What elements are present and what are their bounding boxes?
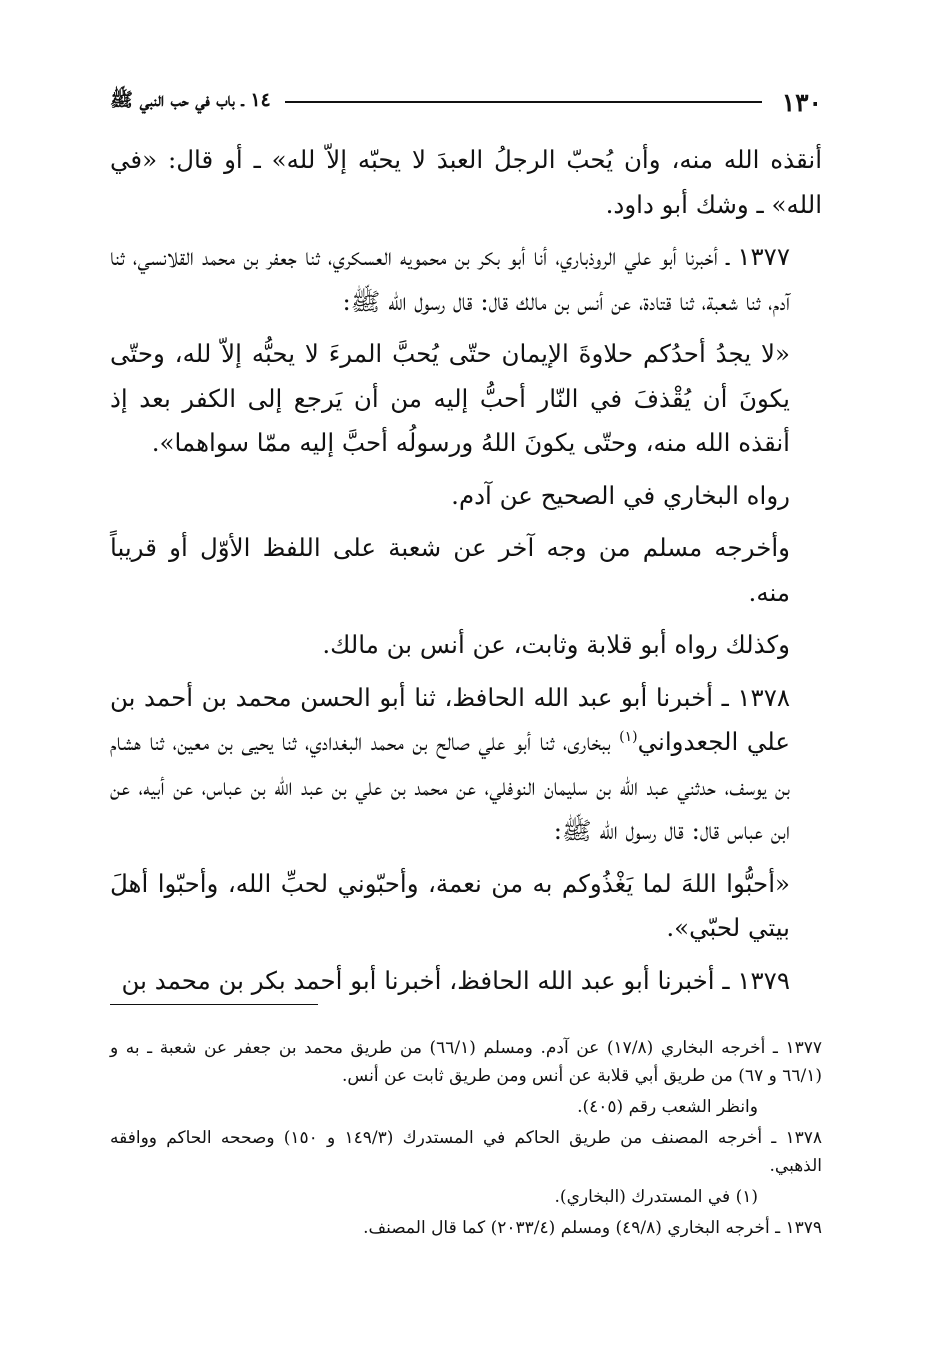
footnote-1379: ١٣٧٩ ـ أخرجه البخاري (٤٩/٨) ومسلم (٢٠٣٣/٤) كما قال المصنف. [363,1218,822,1238]
footnote-1377: ١٣٧٧ ـ أخرجه البخاري (١٧/٨) عن آدم. ومسلم (٦٦/١) من طريق محمد بن جعفر عن شعبة ـ به و (٦٦/١ و ٦٧) من طريق أبي قلابة عن أنس ومن طريق ثابت عن أنس. [110,1038,822,1086]
hadith-1377-text: «لا يجدُ أحدُكم حلاوةَ الإيمان حتّى يُحبَّ المرءَ لا يحبُّه إلاّ لله، وحتّى يكونَ أن يُقْذفَ في النّار أحبُّ إليه من أن يَرجع إلى الكفر بعد إذ أنقذه الله منه، وحتّى يكونَ اللهُ ورسولُه أحبَّ إليه ممّا سواهما». [110,339,790,457]
main-text [110,138,822,1011]
footnote-marker: (١) [619,728,638,745]
takhrij-muslim: وأخرجه مسلم من وجه آخر عن شعبة على اللفظ الأوّل أو قريباً منه. [110,533,790,607]
chapter-title: ١٤ ـ باب في حب النبي ﷺ [110,89,271,111]
hadith-1378-text: «أحبُّوا اللهَ لما يَغْذُوكم به من نعمة، وأحبّوني لحبِّ الله، وأحبّوا أهلَ بيتي لحبّي». [110,868,790,942]
hadith-1377-chain: ١٣٧٧ ـ أخبرنا أبو علي الروذباري، أنا أبو بكر بن محمويه العسكري، ثنا جعفر بن محمد القلانسي، ثنا آدم، ثنا شعبة، ثنا قتادة، عن أنس بن مالك قال: قال رسول الله ﷺ: [110,242,790,316]
footnote-separator [110,1004,318,1005]
hadith-1378-chain-start: ١٣٧٨ ـ أخبرنا أبو عبد الله الحافظ، ثنا أبو الحسن محمد بن أحمد بن علي الجعدواني [110,682,791,756]
footnote-1377-ref: وانظر الشعب رقم (٤٠٥). [577,1097,758,1117]
page-number: ١٣٠ [781,87,822,117]
hadith-1378-chain [110,676,790,854]
header-rule [285,101,762,103]
hadith-1378-chain-end: ببخارى، ثنا أبو علي صالح بن محمد البغدادي، ثنا يحيى بن معين، ثنا هشام بن يوسف، حدثني عبد الله بن سليمان النوفلي، عن محمد بن علي بن عبد الله بن عباس، عن أبيه، عن ابن عباس قال: قال رسول الله ﷺ: [110,727,790,845]
takhrij-bukhari: رواه البخاري في الصحيح عن آدم. [451,480,790,510]
footnote-1378: ١٣٧٨ ـ أخرجه المصنف من طريق الحاكم في المستدرك (١٤٩/٣ و ١٥٠) وصححه الحاكم ووافقه الذهبي. [110,1128,822,1176]
hadith-1379-chain: ١٣٧٩ ـ أخبرنا أبو عبد الله الحافظ، أخبرنا أبو أحمد بكر بن محمد بن [121,965,790,995]
takhrij-other: وكذلك رواه أبو قلابة وثابت، عن أنس بن مالك. [322,630,790,659]
book-page [110,0,822,1365]
page-header [110,82,822,122]
footnotes [110,1034,822,1245]
footnote-1378-note: (١) في المستدرك (البخاري). [554,1187,758,1207]
paragraph-continuation: أنقذه الله منه، وأن يُحبّ الرجلُ العبدَ لا يحبّه إلاّ لله» ـ أو قال: «في الله» ـ وشك أبو داود. [110,145,822,219]
